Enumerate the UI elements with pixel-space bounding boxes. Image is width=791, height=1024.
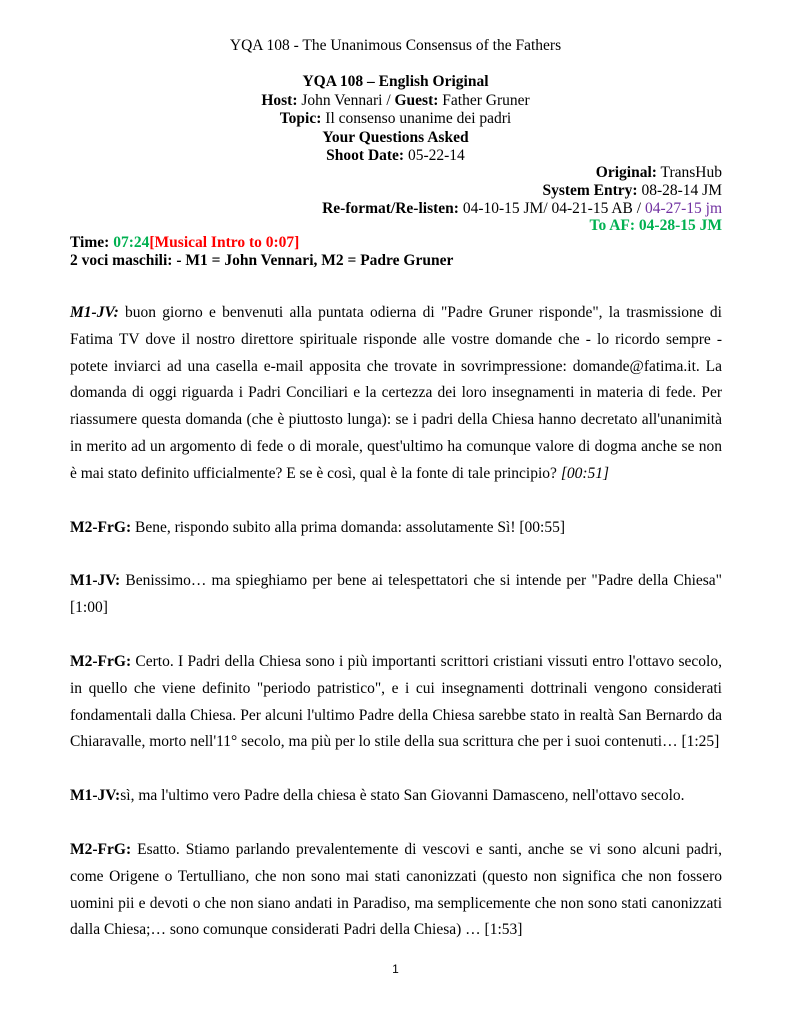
title-block <box>0 73 791 166</box>
transcript-paragraph: M1-JV:sì, ma l'ultimo vero Padre della chiesa è stato San Giovanni Damasceno, nell'ottavo secolo. <box>70 787 685 805</box>
transcript <box>70 300 722 971</box>
voices-line: 2 voci maschili: - M1 = John Vennari, M2 = Padre Gruner <box>70 252 454 269</box>
page-number: 1 <box>392 962 399 976</box>
transcript-paragraph: M2-FrG: Esatto. Stiamo parlando prevalentemente di vescovi e santi, anche se vi sono alcuni padri, come Origene o Tertulliano, che non sono mai stati canonizzati (questo non significa che non fossero uomini pii e devoti o che non siano andati in Paradiso, ma semplicemente che non sono stati canonizzati dalla Chiesa;… sono comunque considerati Padri della Chiesa) … [1:53] <box>70 840 722 939</box>
original-line: Original: TransHub <box>595 164 722 181</box>
time-line: Time: 07:24[Musical Intro to 0:07] <box>70 234 300 251</box>
document-title: YQA 108 – English Original <box>302 73 489 90</box>
transcript-paragraph: M2-FrG: Bene, rispondo subito alla prima domanda: assolutamente Sì! [00:55] <box>70 518 566 536</box>
time-block <box>70 234 453 270</box>
transcript-paragraph: M1-JV: buon giorno e benvenuti alla puntata odierna di "Padre Gruner risponde", la trasmissione di Fatima TV dove il nostro direttore spirituale risponde alle vostre domande che - lo ricordo sempre - potete inviarci ad una casella e-mail apposita che trovate in sovrimpressione: domande@fatima.it. La domanda di oggi riguarda i Padri Conciliari e la certezza dei loro insegnamenti in materia di fede. Per riassumere questa domanda (che è piuttosto lunga): se i padri della Chiesa hanno decretato all'unanimità in merito ad un argomento di fede o di morale, quest'ultimo ha comunque valore di dogma anche se non è mai stato definito ufficialmente? E se è così, qual è la fonte di tale principio? [00:51] <box>70 304 722 482</box>
speaker-label: M2-FrG: <box>70 518 132 536</box>
transcript-paragraph: M1-JV: Benissimo… ma spieghiamo per bene ai telespettatori che si intende per "Padre della Chiesa" [1:00] <box>70 572 722 617</box>
reformat-line: Re-format/Re-listen: 04-10-15 JM/ 04-21-15 AB / 04-27-15 jm <box>322 199 722 217</box>
meta-block <box>322 164 722 235</box>
transcript-paragraph: M2-FrG: Certo. I Padri della Chiesa sono i più importanti scrittori cristiani vissuti entro l'ottavo secolo, in quello che viene definito "periodo patristico", e i cui insegnamenti dottrinali vengono considerati fondamentali dalla Chiesa. Per alcuni l'ultimo Padre della Chiesa sarebbe stato in realtà San Bernardo da Chiaravalle, morto nell'11° secolo, ma più per lo stile della sua scrittura che per i suoi contenuti… [1:25] <box>70 652 722 751</box>
host-line: Host: John Vennari / Guest: Father Gruner <box>261 91 530 109</box>
musical-intro: [Musical Intro to 0:07] <box>149 234 300 251</box>
reformat-purple: 04-27-15 jm <box>644 199 722 217</box>
speaker-label: M2-FrG: <box>70 840 132 858</box>
timestamp: [00:51] <box>560 464 610 482</box>
to-af-line: To AF: 04-28-15 JM <box>589 217 722 235</box>
system-entry-line: System Entry: 08-28-14 JM <box>542 181 722 199</box>
time-value: 07:24 <box>113 234 150 251</box>
speaker-label: M1-JV: <box>70 304 119 321</box>
series-name: Your Questions Asked <box>322 128 469 146</box>
topic-line: Topic: Il consenso unanime dei padri <box>279 110 512 127</box>
speaker-label: M1-JV: <box>70 572 121 590</box>
running-header: YQA 108 - The Unanimous Consensus of the Fathers <box>229 37 562 54</box>
shoot-date-line: Shoot Date: 05-22-14 <box>326 147 465 164</box>
speaker-label: M1-JV: <box>70 787 121 805</box>
speaker-label: M2-FrG: <box>70 652 132 670</box>
